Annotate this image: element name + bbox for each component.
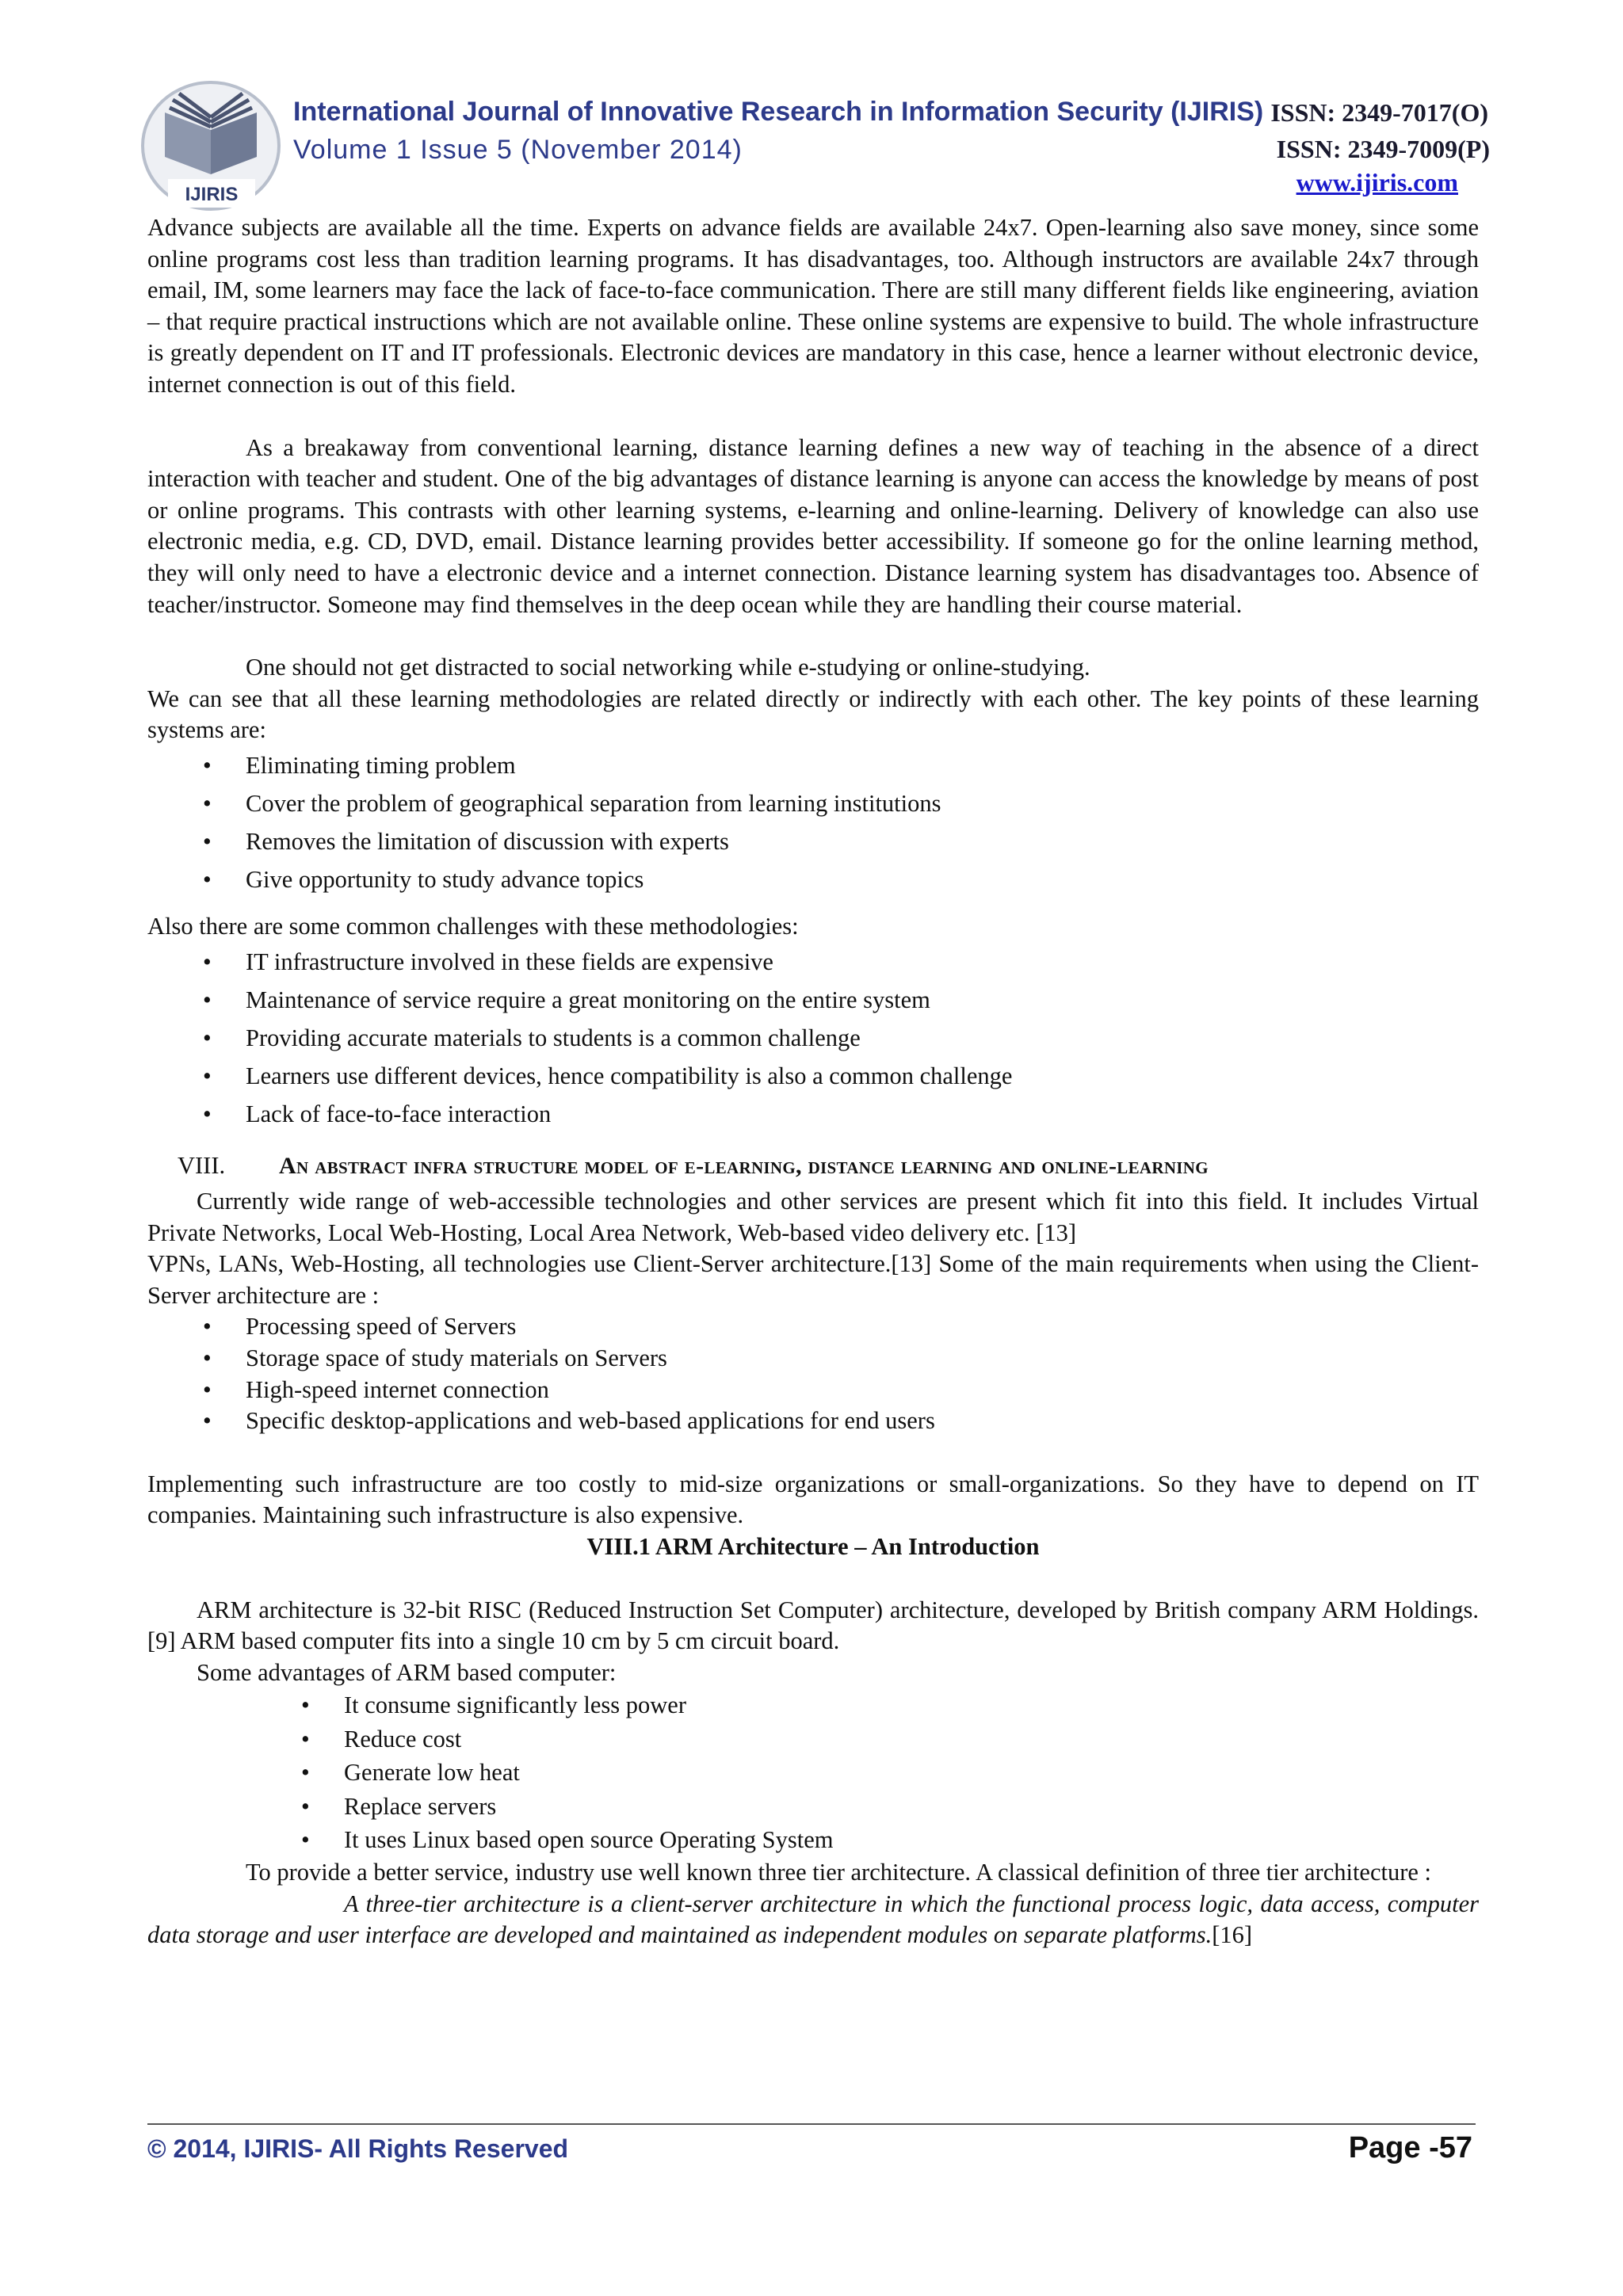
list-item: • IT infrastructure involved in these fields are expensive [147,943,1479,981]
list-item: • Providing accurate materials to students is a common challenge [147,1019,1479,1057]
list-item: • Generate low heat [147,1756,1479,1790]
list-item: • Learners use different devices, hence compatibility is also a common challenge [147,1057,1479,1095]
list-item: • Replace servers [147,1790,1479,1824]
list-item: • Eliminating timing problem [147,746,1479,784]
paragraph: One should not get distracted to social networking while e-studying or online-studying. [246,654,1090,681]
list-item: • Lack of face-to-face interaction [147,1095,1479,1133]
paragraph: ARM architecture is 32-bit RISC (Reduced Instruction Set Computer) architecture, developed by British company ARM Holdings.[9] ARM based computer fits into a single 10 cm by 5 cm circuit board. [147,1596,1479,1655]
section-heading [147,1150,1479,1182]
paragraph: VPNs, LANs, Web-Hosting, all technologies use Client-Server architecture.[13] Some of the main requirements when using the Client-Server architecture are : [147,1250,1479,1309]
list-item: • Removes the limitation of discussion with experts [147,822,1479,860]
article-body [147,212,1479,1951]
page-number: Page -57 [1348,2131,1472,2164]
key-points-list [147,746,1479,898]
challenges-list [147,943,1479,1133]
section-title: An abstract infra structure model of e-learning, distance learning and online-learning [279,1152,1209,1179]
paragraph: Currently wide range of web-accessible technologies and other services are present which fit into this field. It includes Virtual Private Networks, Local Web-Hosting, Local Area Network, Web-based video delivery etc. [13] [147,1188,1479,1246]
requirements-list [147,1311,1479,1436]
copyright-notice: © 2014, IJIRIS- All Rights Reserved [147,2134,569,2163]
list-item: • It uses Linux based open source Operating System [147,1823,1479,1857]
list-item: • Reduce cost [147,1722,1479,1756]
arm-advantages-list [147,1688,1479,1857]
list-item: • Give opportunity to study advance topics [147,860,1479,898]
journal-title: International Journal of Innovative Research in Information Security (IJIRIS) [293,97,1264,127]
list-item: • High-speed internet connection [147,1375,1479,1406]
journal-url-link[interactable]: www.ijiris.com [1296,168,1458,196]
paragraph: As a breakaway from conventional learning, distance learning defines a new way of teaching in the absence of a direct interaction with teacher and student. One of the big advantages of distance learning is anyone can access the knowledge by means of post or online programs. This contrasts with other learning systems, e-learning and online-learning. Delivery of knowledge can also use electronic media, e.g. CD, DVD, email. Distance learning provides better accessibility. If someone go for the online learning method, they will only need to have a electronic device and a internet connection. Distance learning system has disadvantages too. Absence of teacher/instructor. Someone may find themselves in the deep ocean while they are handling their course material. [147,433,1479,618]
list-item: • Specific desktop-applications and web-based applications for end users [147,1405,1479,1437]
logo-text: IJIRIS [185,184,239,205]
subsection-title: VIII.1 ARM Architecture – An Introduction [586,1533,1040,1561]
paragraph: Some advantages of ARM based computer: [197,1658,617,1686]
definition-quote [147,1889,1479,1951]
paragraph: We can see that all these learning methodologies are related directly or indirectly with each other. The key points of these learning systems are: [147,685,1479,744]
quote-reference: [16] [1212,1921,1253,1949]
ijiris-logo [141,81,284,217]
paragraph: Also there are some common challenges with these methodologies: [147,912,799,940]
paragraph: Implementing such infrastructure are too costly to mid-size organizations or small-organizations. So they have to depend on IT companies. Maintaining such infrastructure is also expensive. [147,1470,1479,1529]
list-item: • It consume significantly less power [147,1688,1479,1722]
paragraph: Advance subjects are available all the time. Experts on advance fields are available 24x7. Open-learning also save money, since some online programs cost less than tradition learning programs. It has disadvantages, too. Although instructors are available 24x7 through email, IM, some learners may face the lack of face-to-face communication. There are still many different fields like engineering, aviation – that require practical instructions which are not available online. These online systems are expensive to build. The whole infrastructure is greatly dependent on IT and IT professionals. Electronic devices are mandatory in this case, hence a learner without electronic device, internet connection is out of this field. [147,214,1479,398]
journal-volume: Volume 1 Issue 5 (November 2014) [293,135,743,165]
list-item: • Storage space of study materials on Servers [147,1343,1479,1375]
list-item: • Processing speed of Servers [147,1311,1479,1343]
footer-divider [147,2123,1476,2125]
list-item: • Maintenance of service require a great monitoring on the entire system [147,981,1479,1019]
paragraph: To provide a better service, industry use well known three tier architecture. A classical definition of three tier architecture : [246,1858,1432,1886]
quote-text: A three-tier architecture is a client-server architecture in which the functional process logic, data access, computer data storage and user interface are developed and maintained as independent modules on separate platforms. [147,1890,1479,1949]
issn-print: ISSN: 2349-7009(P) [1276,135,1490,163]
list-item: • Cover the problem of geographical separation from learning institutions [147,784,1479,822]
issn-online: ISSN: 2349-7017(O) [1270,98,1488,127]
section-number: VIII. [178,1151,226,1179]
